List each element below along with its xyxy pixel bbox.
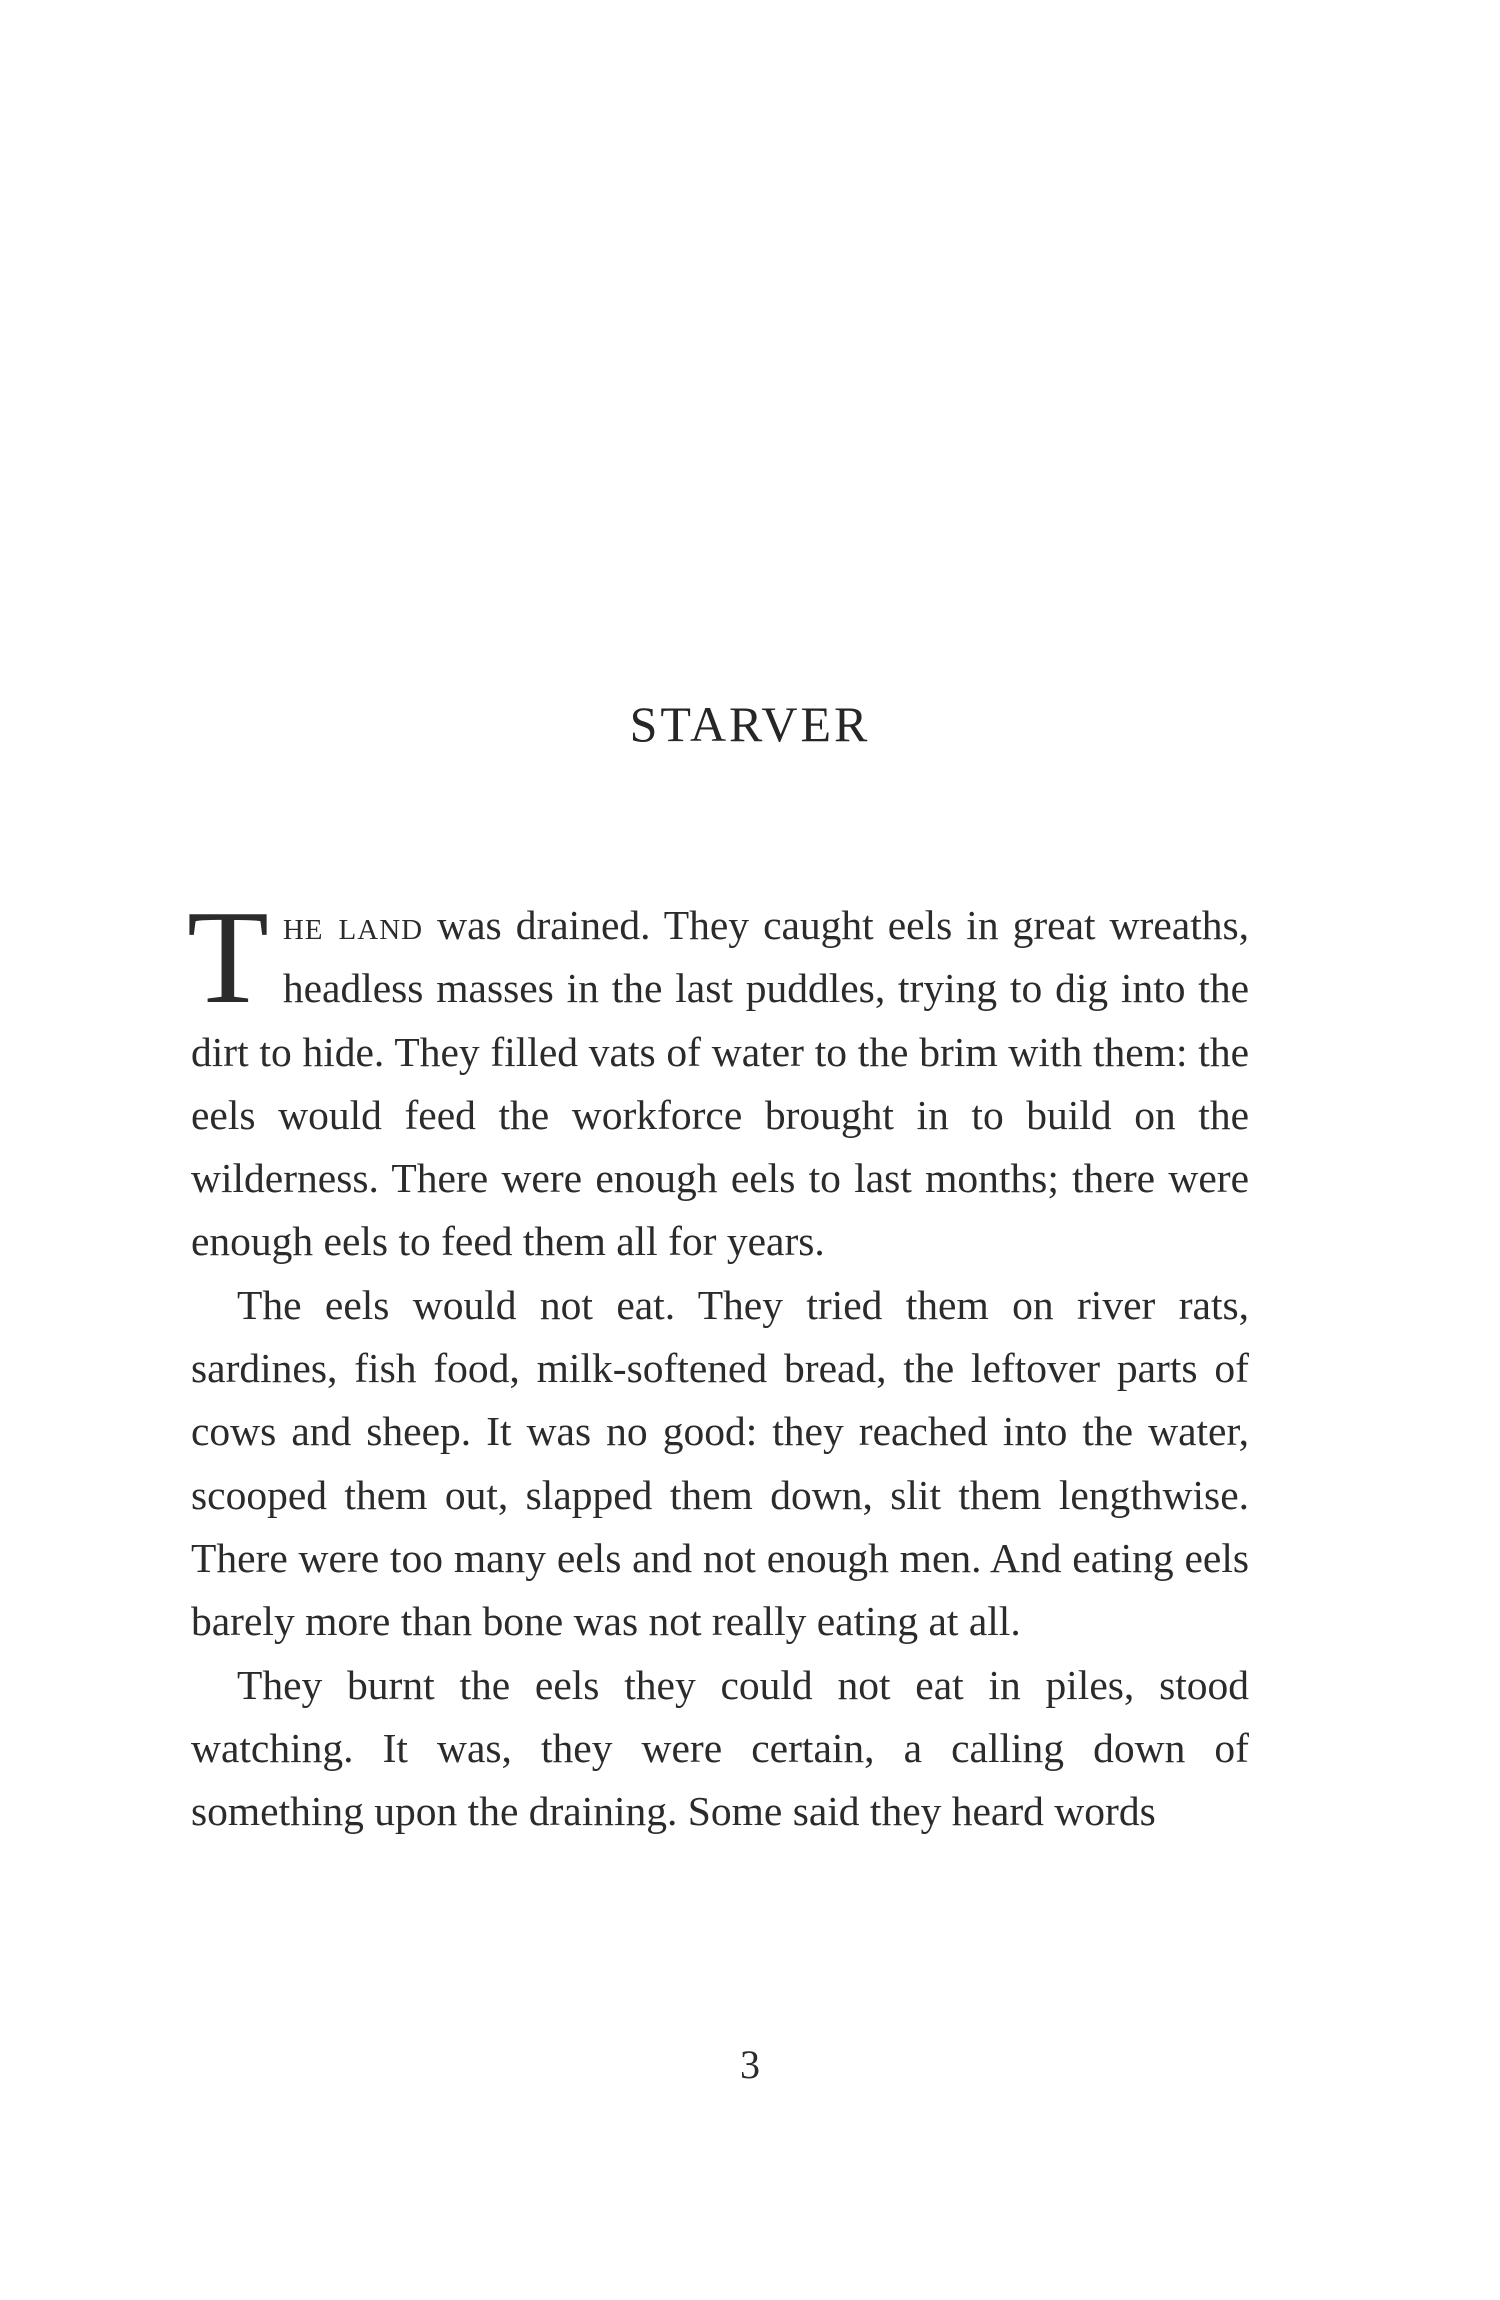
- paragraph-1: [187, 883, 1249, 1274]
- drop-cap: T: [187, 883, 269, 1031]
- paragraph-2: The eels would not eat. They tried them on river rats, sardines, fish food, milk-softened bread, the leftover parts of cows and sheep. It was no good: they reached into the water, scooped them out, slapped them down, slit them lengthwise. There were too many eels and not enough men. And eating eels barely more than bone was not really eating at all.: [191, 1281, 1249, 1645]
- paragraph-3: They burnt the eels they could not eat in piles, stood watching. It was, they were certain, a calling down of something upon the draining. Some said they heard words: [191, 1661, 1249, 1835]
- paragraph-1-text: was drained. They caught eels in great wreaths, headless masses in the last puddles, trying to dig into the dirt to hide. They filled vats of water to the brim with them: the eels would feed the workforce brought in to build on the wilderness. There were enough eels to last months; there were enough eels to feed them all for years.: [191, 902, 1249, 1265]
- small-caps-lead: he land: [282, 902, 424, 948]
- body-text: [187, 883, 1249, 1843]
- page-number: 3: [740, 2042, 760, 2087]
- chapter-title: STARVER: [629, 696, 871, 752]
